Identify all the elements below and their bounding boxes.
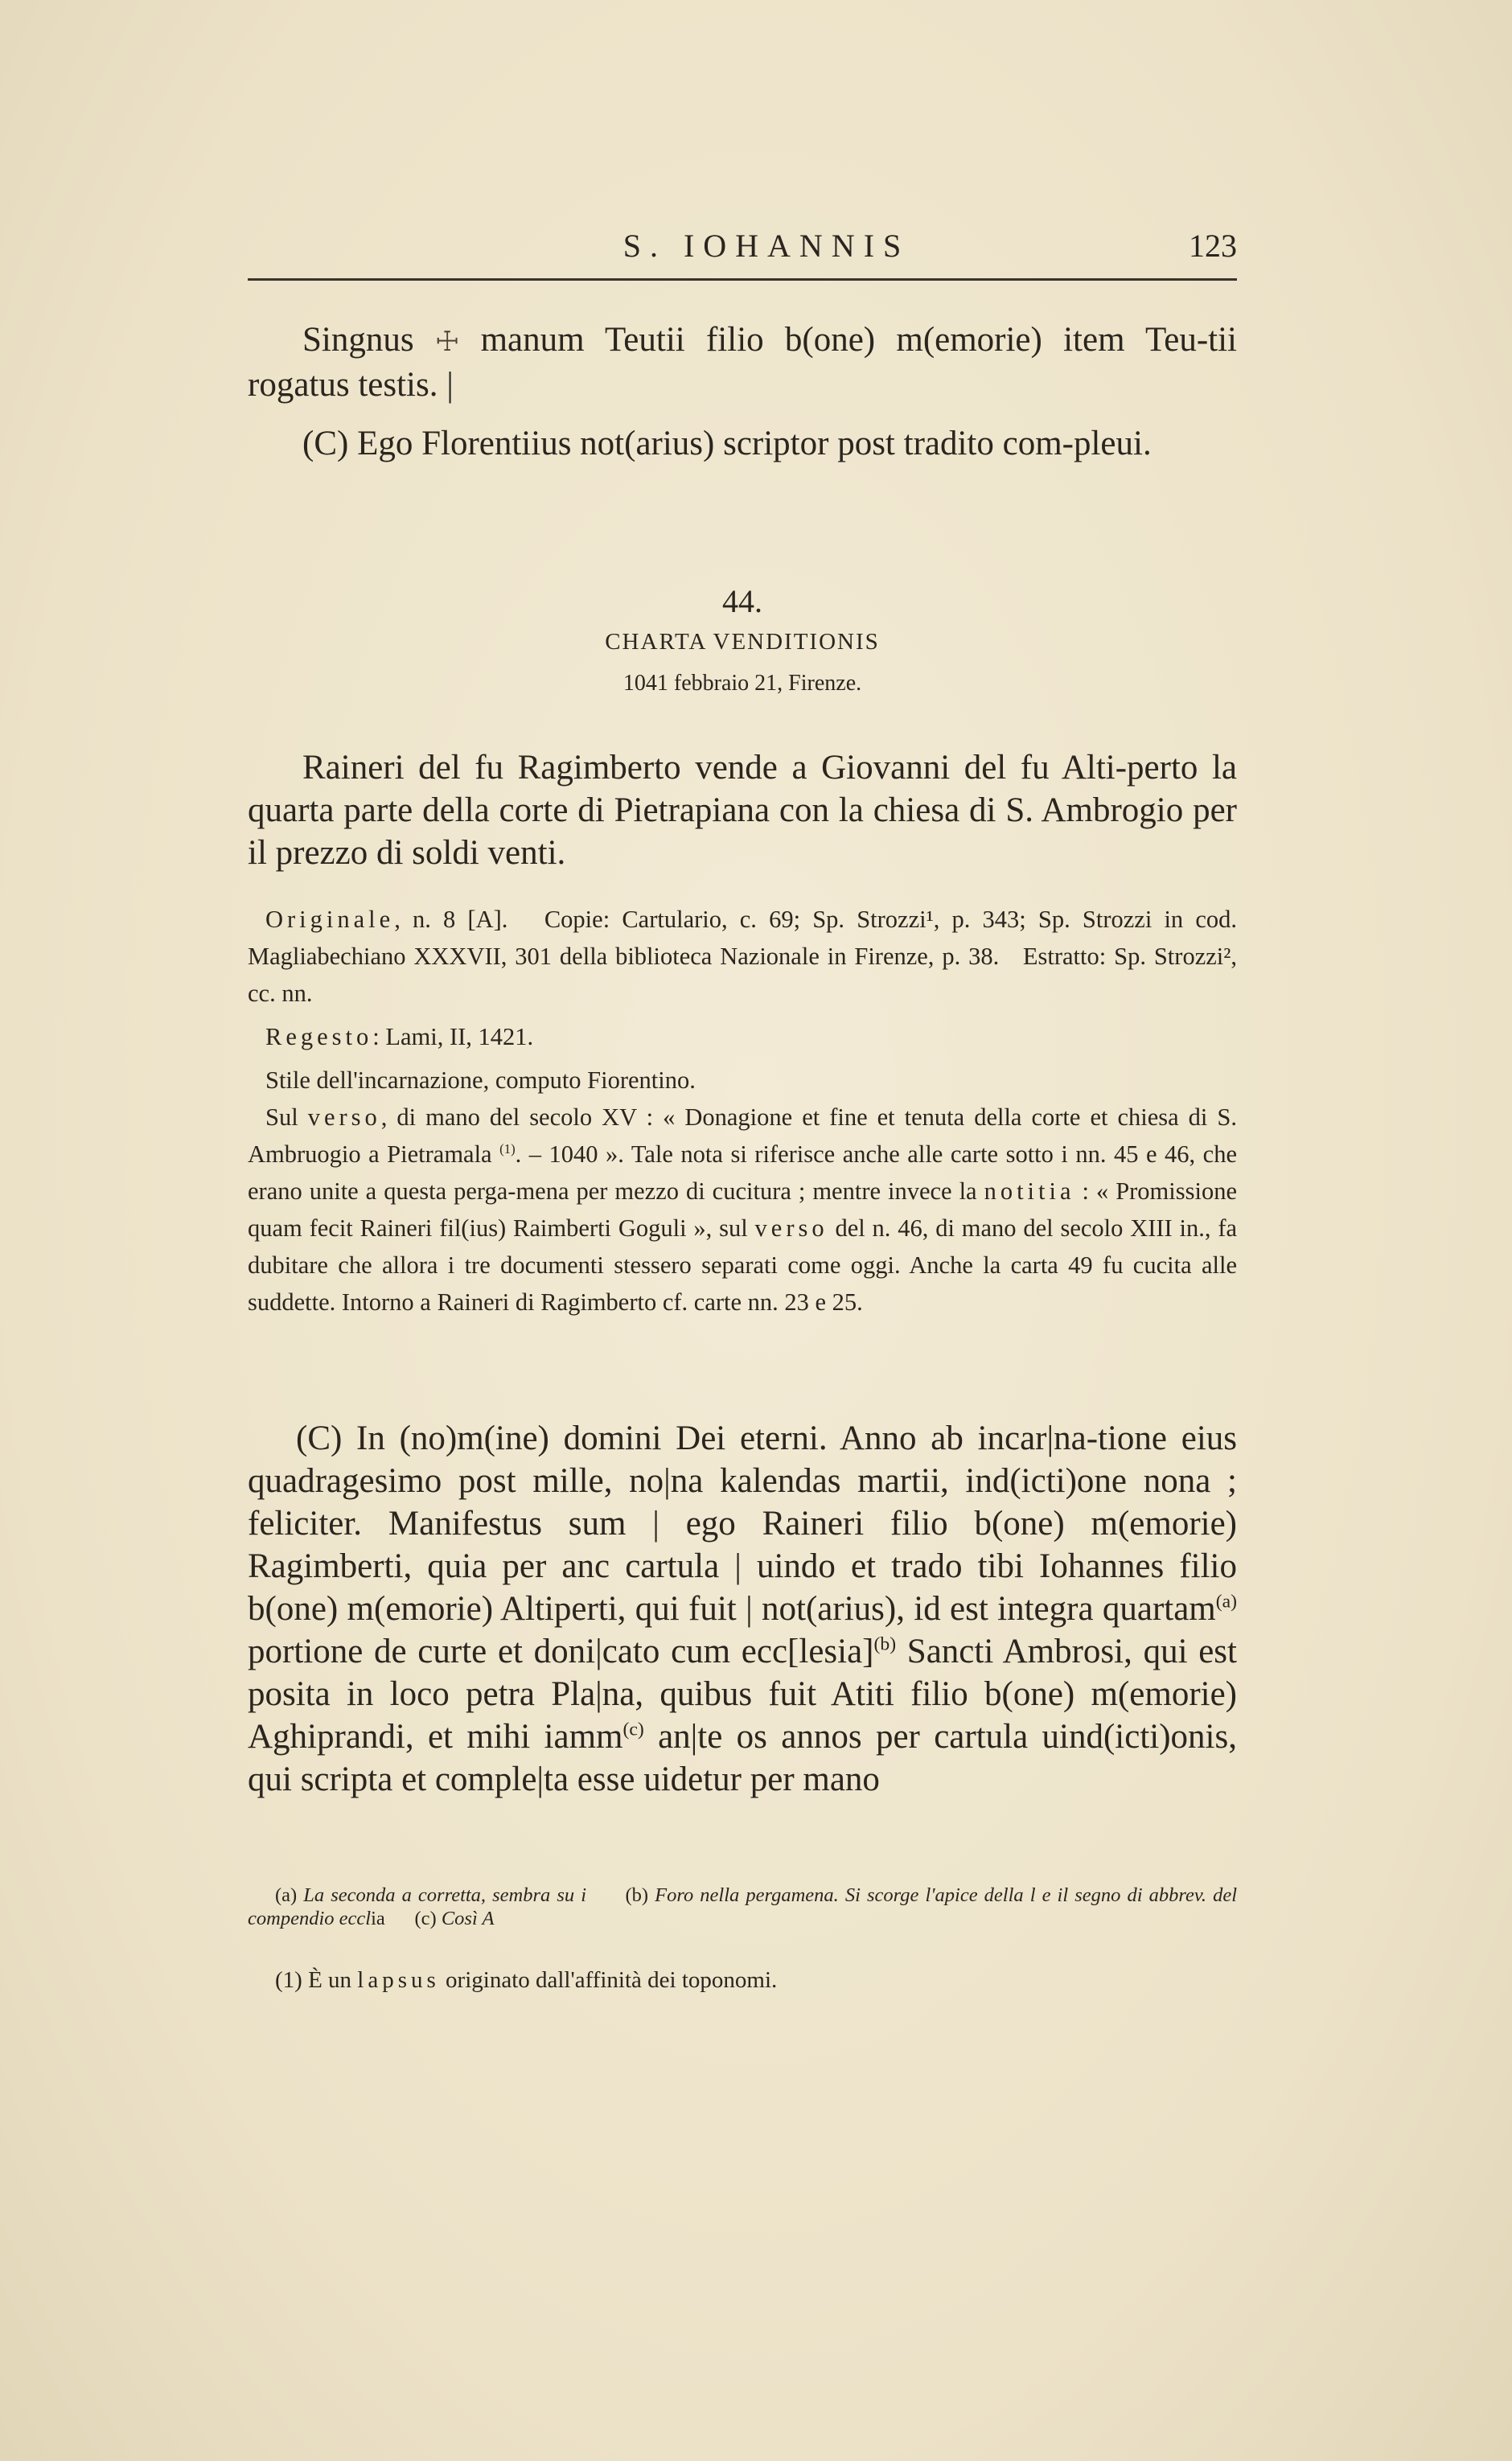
stile-note: Stile dell'incarnazione, computo Fiorentino. [265, 1066, 696, 1094]
note-a-text: La seconda a corretta, sembra su i [303, 1884, 587, 1906]
originale-text: , n. 8 [A]. [394, 906, 508, 933]
header-rule [248, 278, 1237, 281]
notary-subscription: (C) Ego Florentiius not(arius) scriptor post tradito com-pleui. [302, 425, 1152, 462]
footnote-lapsus: lapsus [357, 1967, 440, 1993]
document-heading [248, 581, 1237, 703]
document-type: CHARTA VENDITIONIS [605, 629, 880, 655]
charter-text-4: an|te os annos per cartula uind(icti)onis, qui scripta et comple|ta esse uidetur per mano [248, 1718, 1237, 1798]
copie-text: : Cartulario, c. 69; Sp. Strozzi¹, p. 343; Sp. Strozzi in cod. Magliabechiano XXXVII, 301 della biblioteca Nazionale in Firenze, p. 38. [248, 906, 1238, 970]
charter-text-1: (C) In (no)m(ine) domini Dei eterni. Anno ab incar|na-tione eius quadragesimo post mille, no|na kalendas martii, ind(icti)one nona ; feliciter. Manifestus sum | ego Raineri filio b(one) m(emorie) Ragimberti, quia per anc cartula | uindo et trado tibi Iohannes filio b(one) m(emorie) Altiperti, qui fuit | not(arius), id est integra quartam [248, 1419, 1237, 1628]
running-header [248, 227, 1237, 275]
running-title: S. IOHANNIS [622, 228, 910, 264]
critical-notes [248, 1884, 1237, 1930]
verso-note [248, 1099, 1237, 1321]
footnote-line [248, 1964, 1237, 1996]
note-b-text: Foro nella pergamena. Si scorge l'apice della l e il segno di abbrev. del compendio eccl [248, 1884, 1238, 1929]
signum-rest: manum Teutii filio b(one) m(emorie) item Teu-tii rogatus testis. | [248, 321, 1237, 404]
note-a-label: (a) [275, 1884, 298, 1906]
charter-text-3: Sancti Ambrosi, qui est posita in loco petra Pla|na, quibus fuit Atiti filio b(one) m(emorie) Aghiprandi, et mihi iamm [248, 1633, 1237, 1756]
verso-note-d: : « Promissione quam fecit Raineri fil(ius) Raimberti Goguli », sul [248, 1177, 1238, 1242]
document-summary [248, 746, 1237, 874]
summary-text: Raineri del fu Ragimberto vende a Giovanni del fu Alti-perto la quarta parte della corte di Pietrapiana con la chiesa di S. Ambrogio per il prezzo di soldi venti. [248, 749, 1237, 872]
regesto-label: Regesto [265, 1023, 373, 1050]
footnote-ref: (1) [499, 1140, 516, 1157]
verso-note-a: Sul [265, 1103, 298, 1131]
footnote-post: originato dall'affinità dei toponomi. [446, 1967, 778, 1993]
note-b-label: (b) [625, 1884, 649, 1906]
note-b-tail: ia [371, 1908, 385, 1929]
footnote [248, 1964, 1237, 1996]
footnote-mark: (1) [275, 1967, 302, 1993]
charter-paragraph [248, 1417, 1237, 1801]
verso-note-e: del n. 46, di mano del secolo XIII in., fa dubitare che allora i tre documenti stessero separati come oggi. Anche la carta 49 fu cucita alle suddette. Intorno a Raineri di Ragimberto cf. carte nn. 23 e 25. [248, 1214, 1238, 1316]
verso-word: verso [307, 1103, 381, 1131]
previous-document-end [248, 318, 1237, 465]
regesto-note [248, 1018, 1237, 1055]
apparatus [248, 901, 1237, 1321]
notitia-word: notitia [984, 1177, 1075, 1205]
signum-word: Singnus [302, 321, 414, 359]
critical-notes-body [248, 1884, 1237, 1930]
charter-text-2: portione de curte et doni|cato cum ecc[lesia] [248, 1633, 874, 1670]
originale-label: Originale [265, 906, 395, 933]
charter-text [248, 1417, 1237, 1801]
note-c-text: Così A [441, 1908, 495, 1929]
document-number: 44. [722, 583, 762, 619]
regesto-text: : Lami, II, 1421. [372, 1023, 534, 1050]
signum-line [248, 318, 1237, 406]
copie-label: Copie [544, 906, 603, 933]
verso-note-b: , di mano del secolo XV : « Donagione et fine et tenuta della corte et chiesa di S. Ambruogio a Pietramala [248, 1103, 1238, 1168]
footnote-pre: È un [308, 1967, 352, 1993]
apparatus-ref-a: (a) [1215, 1591, 1237, 1613]
document-date: 1041 febbraio 21, Firenze. [622, 671, 862, 696]
signum-cross-icon: ☩ [434, 327, 460, 357]
verso-note-c: . – 1040 ». Tale nota si riferisce anche alle carte sotto i nn. 45 e 46, che erano unite a questa perga-mena per mezzo di cucitura ; mentre invece la [248, 1140, 1237, 1205]
note-c-label: (c) [414, 1908, 437, 1929]
estratto-label: Estratto [1022, 943, 1099, 970]
apparatus-ref-b: (b) [873, 1633, 897, 1655]
apparatus-ref-c: (c) [622, 1719, 644, 1740]
page-number: 123 [1189, 228, 1237, 264]
tradition-note [248, 901, 1237, 1012]
estratto-text: : Sp. Strozzi², cc. nn. [248, 943, 1238, 1007]
verso-word-2: verso [754, 1214, 828, 1242]
